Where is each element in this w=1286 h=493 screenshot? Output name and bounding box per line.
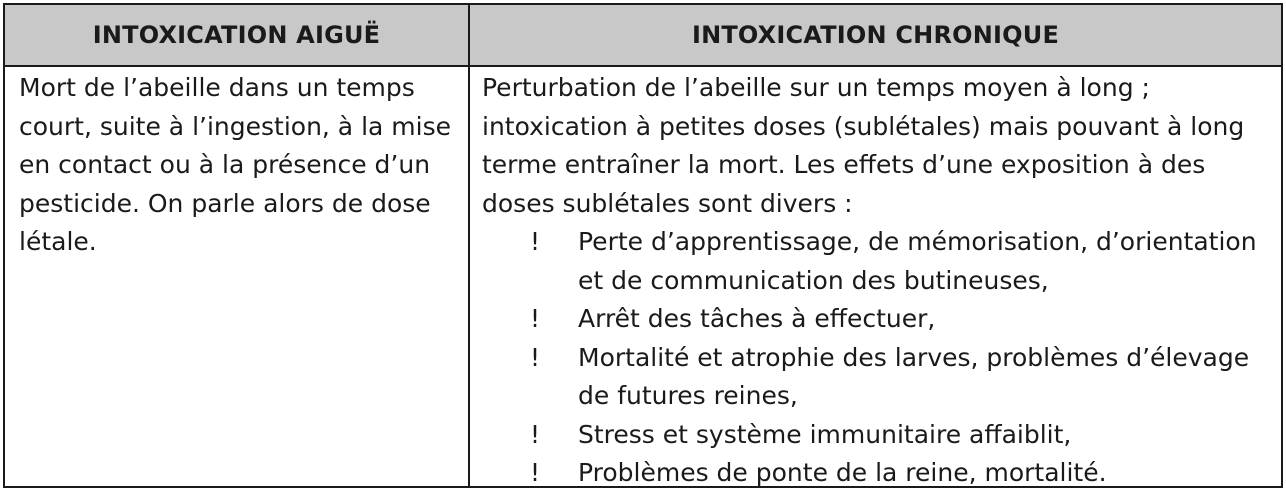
bullet-mark: ! xyxy=(530,342,541,372)
list-item xyxy=(482,300,1277,339)
chronic-effects-list xyxy=(482,223,1277,493)
list-item-text: Mortalité et atrophie des larves, problèmes d’élevage de futures reines, xyxy=(578,342,1250,410)
acute-cell xyxy=(19,69,459,262)
header-divider xyxy=(5,65,1281,67)
acute-description: Mort de l’abeille dans un temps court, suite à l’ingestion, à la mise en contact ou à la présence d’un pesticide. On parle alors de dose létale. xyxy=(19,73,451,256)
chronic-cell xyxy=(482,69,1277,493)
list-item-text: Problèmes de ponte de la reine, mortalité. xyxy=(578,458,1107,487)
list-item xyxy=(482,339,1277,416)
list-item-text: Stress et système immunitaire affaiblit, xyxy=(578,419,1072,449)
list-item-text: Perte d’apprentissage, de mémorisation, d’orientation et de communication des butineuses, xyxy=(578,227,1257,295)
list-item xyxy=(482,416,1277,455)
header-chronic-label: INTOXICATION CHRONIQUE xyxy=(691,21,1060,49)
list-item-text: Arrêt des tâches à effectuer, xyxy=(578,304,936,333)
bullet-mark: ! xyxy=(530,419,541,449)
list-item xyxy=(482,223,1277,300)
list-item xyxy=(482,454,1277,493)
chronic-description: Perturbation de l’abeille sur un temps moyen à long ; intoxication à petites doses (sublétales) mais pouvant à long terme entraîner la mort. Les effets d’une exposition à des doses sublétales sont divers : xyxy=(482,73,1245,218)
header-acute xyxy=(5,5,468,65)
bullet-mark: ! xyxy=(530,227,541,256)
bullet-mark: ! xyxy=(530,304,541,333)
intoxication-table xyxy=(3,3,1283,488)
header-chronic xyxy=(470,5,1281,65)
bullet-mark: ! xyxy=(530,458,541,487)
header-acute-label: INTOXICATION AIGUË xyxy=(92,21,381,49)
column-divider xyxy=(468,5,470,486)
